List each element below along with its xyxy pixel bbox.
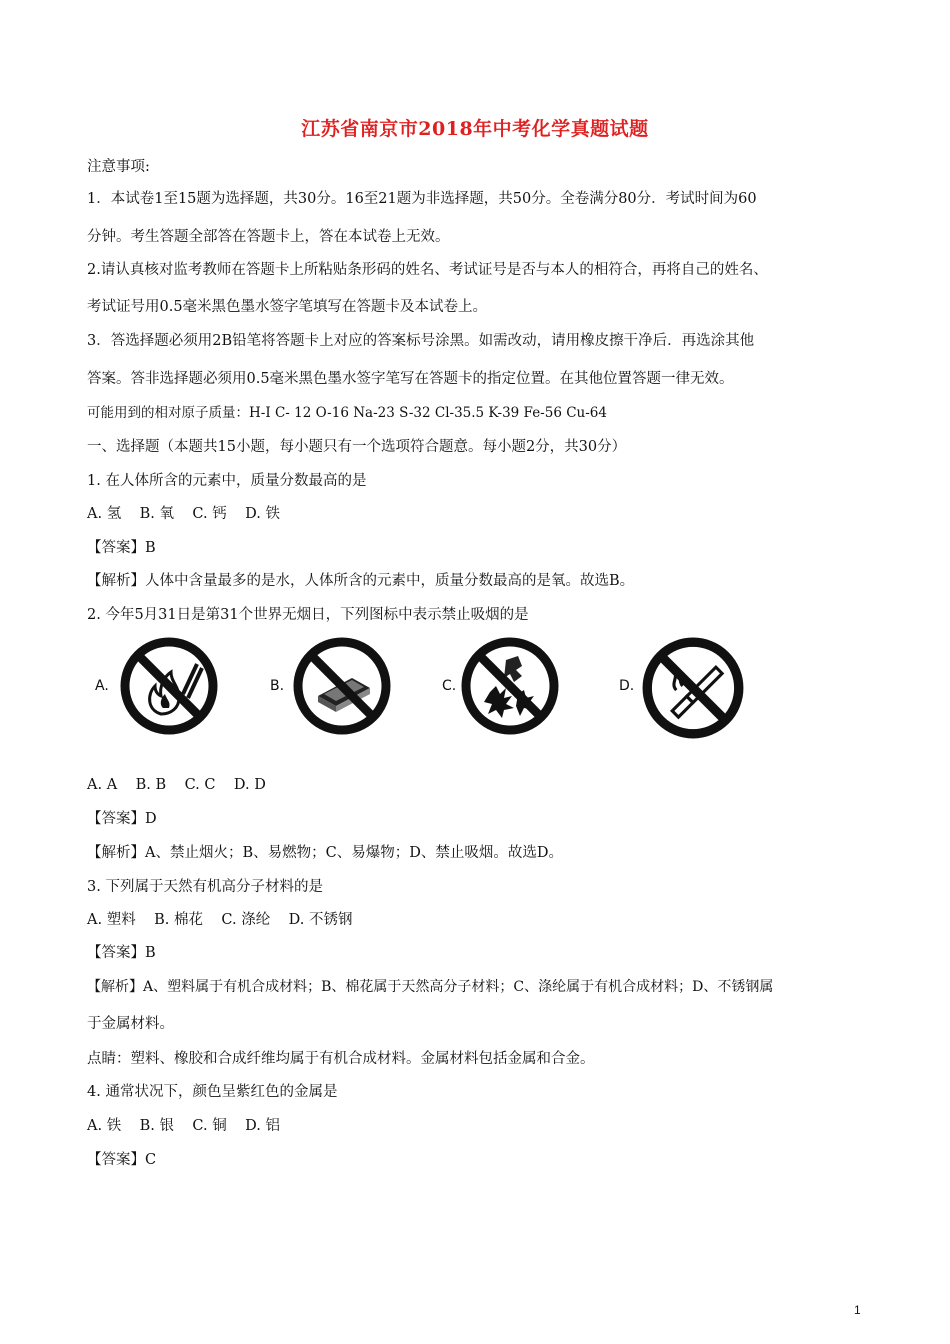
notes-line-3: 2.请认真核对监考教师在答题卡上所粘贴条形码的姓名、考试证号是否与本人的相符合，再将自己的姓名、: [87, 262, 768, 278]
q2-analysis: 【解析】A、禁止烟火；B、易燃物；C、易爆物；D、禁止吸烟。故选D。: [87, 845, 563, 861]
q1-answer: 【答案】B: [87, 540, 156, 556]
notes-line-2: 分钟。考生答题全部答在答题卡上，答在本试卷上无效。: [87, 229, 450, 245]
q2-symbol-b-label: B.: [270, 678, 285, 694]
q3-stem: 3. 下列属于天然有机高分子材料的是: [87, 879, 323, 895]
q2-stem: 2. 今年5月31日是第31个世界无烟日，下列图标中表示禁止吸烟的是: [87, 607, 529, 623]
q4-answer: 【答案】C: [87, 1152, 157, 1168]
q3-analysis-line-1: 【解析】A、塑料属于有机合成材料；B、棉花属于天然高分子材料；C、涤纶属于有机合成材料；D、不锈钢属: [87, 979, 774, 995]
atomic-masses: 可能用到的相对原子质量：H-I C- 12 O-16 Na-23 S-32 Cl-35.5 K-39 Fe-56 Cu-64: [87, 405, 607, 421]
no-flammables-icon: [292, 636, 392, 736]
notes-line-4: 考试证号用0.5毫米黑色墨水签字笔填写在答题卡及本试卷上。: [87, 299, 488, 315]
q3-analysis-line-2: 于金属材料。: [87, 1016, 174, 1032]
no-open-flame-icon: [119, 636, 219, 736]
q1-analysis: 【解析】人体中含量最多的是水，人体所含的元素中，质量分数最高的是氧。故选B。: [87, 573, 635, 589]
q2-symbol-c-label: C.: [442, 678, 457, 694]
q2-answer: 【答案】D: [87, 811, 157, 827]
q3-note: 点睛：塑料、橡胶和合成纤维均属于有机合成材料。金属材料包括金属和合金。: [87, 1051, 595, 1067]
q3-options: A. 塑料 B. 棉花 C. 涤纶 D. 不锈钢: [87, 912, 353, 928]
q2-options: A. A B. B C. C D. D: [87, 777, 266, 793]
q2-symbol-row: [87, 636, 767, 748]
no-explosives-icon: [460, 636, 560, 736]
q1-stem: 1. 在人体所含的元素中，质量分数最高的是: [87, 473, 367, 489]
q1-options: A. 氢 B. 氧 C. 钙 D. 铁: [87, 506, 280, 522]
notes-line-6: 答案。答非选择题必须用0.5毫米黑色墨水签字笔写在答题卡的指定位置。在其他位置答题一律无效。: [87, 371, 734, 387]
q4-stem: 4. 通常状况下，颜色呈紫红色的金属是: [87, 1084, 338, 1100]
q2-symbol-a-label: A.: [95, 678, 109, 694]
q3-answer: 【答案】B: [87, 945, 156, 961]
page-number: 1: [854, 1303, 861, 1317]
notes-line-5: 3．答选择题必须用2B铅笔将答题卡上对应的答案标号涂黑。如需改动，请用橡皮擦干净后．再选涂其他: [87, 333, 755, 349]
notes-heading: 注意事项:: [87, 159, 150, 175]
q2-symbol-d-label: D.: [619, 678, 635, 694]
page-title: 江苏省南京市2018年中考化学真题试题: [301, 118, 649, 140]
q4-options: A. 铁 B. 银 C. 铜 D. 铝: [87, 1118, 280, 1134]
no-smoking-icon: [641, 636, 745, 740]
section-heading: 一、选择题（本题共15小题，每小题只有一个选项符合题意。每小题2分，共30分）: [87, 439, 627, 455]
notes-line-1: 1．本试卷1至15题为选择题，共30分。16至21题为非选择题，共50分。全卷满分80分．考试时间为60: [87, 191, 757, 207]
